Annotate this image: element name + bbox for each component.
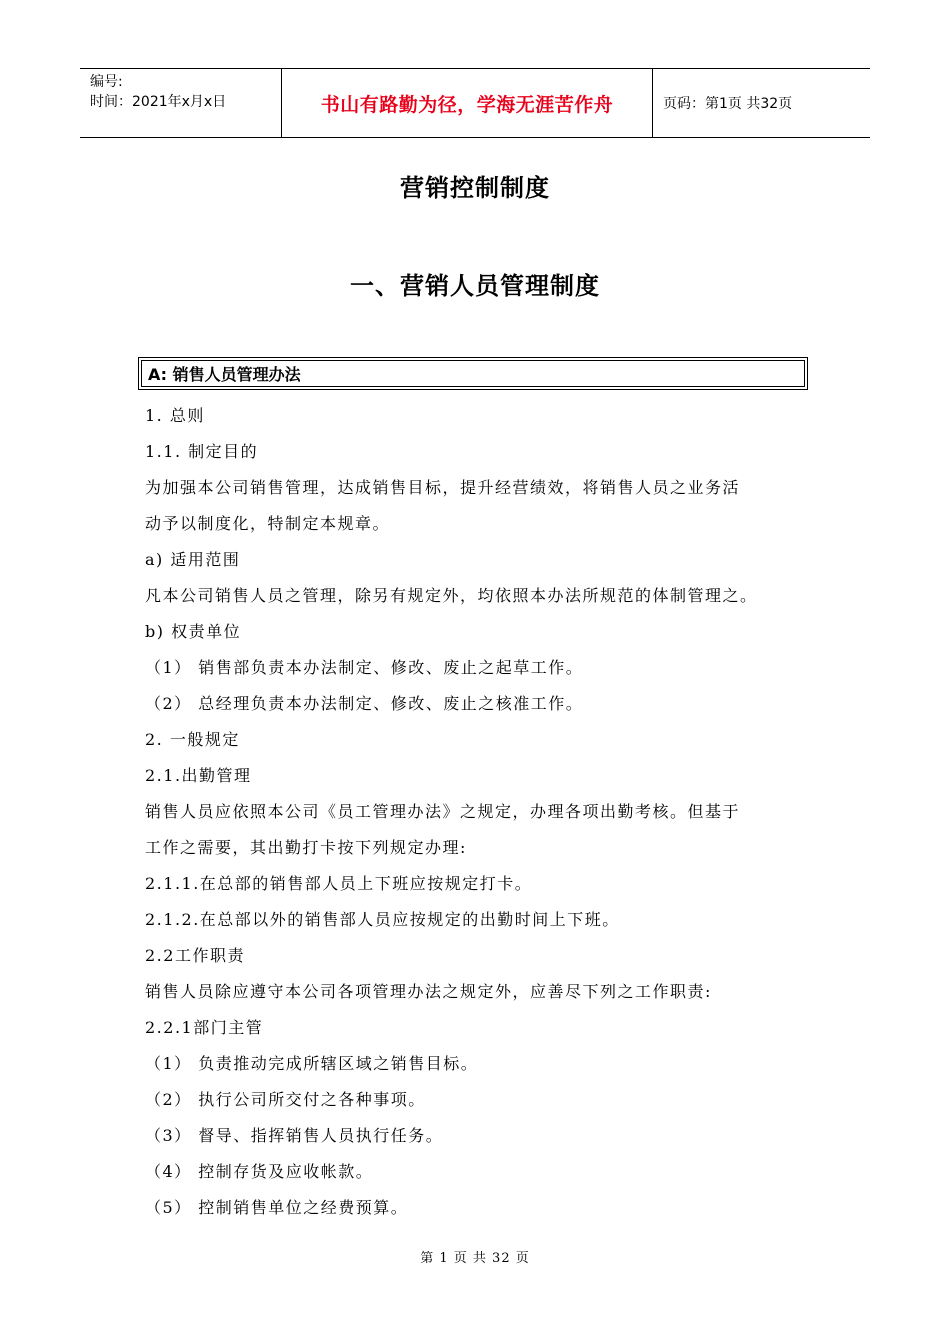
body-line: 工作之需要，其出勤打卡按下列规定办理: [145,838,467,857]
body-line: 1.1. 制定目的 [145,442,259,461]
body-line: 2.2.1部门主管 [145,1018,264,1037]
body-line: 为加强本公司销售管理，达成销售目标，提升经营绩效，将销售人员之业务活 [145,478,741,497]
body-line: 2.1.出勤管理 [145,766,252,785]
section-heading-box [138,357,808,390]
body-line: a) 适用范围 [145,550,241,569]
body-line: b) 权责单位 [145,622,242,641]
section-title: 一、营销人员管理制度 [350,272,600,300]
section-heading-text: A: 销售人员管理办法 [141,360,805,387]
document-title: 营销控制制度 [400,174,550,202]
body-line: （1） 销售部负责本办法制定、修改、废止之起草工作。 [145,658,584,677]
body-line: 凡本公司销售人员之管理，除另有规定外，均依照本办法所规范的体制管理之。 [145,586,758,605]
body-line: （1） 负责推动完成所辖区域之销售目标。 [145,1054,479,1073]
body-line: 1. 总则 [145,406,205,425]
header-table [80,68,870,138]
header-motto: 书山有路勤为径，学海无涯苦作舟 [281,69,653,137]
header-left-cell [80,69,281,137]
body-line: （3） 督导、指挥销售人员执行任务。 [145,1126,444,1145]
body-line: 2. 一般规定 [145,730,240,749]
page-footer: 第 1 页 共 32 页 [420,1251,530,1266]
document-number-label: 编号: [90,74,123,90]
body-line: 2.1.1.在总部的销售部人员上下班应按规定打卡。 [145,874,533,893]
body-line: （4） 控制存货及应收帐款。 [145,1162,374,1181]
body-line: （5） 控制销售单位之经费预算。 [145,1198,409,1217]
body-line: 销售人员应依照本公司《员工管理办法》之规定，办理各项出勤考核。但基于 [145,802,741,821]
body-line: （2） 执行公司所交付之各种事项。 [145,1090,426,1109]
body-line: 2.2工作职责 [145,946,245,965]
body-line: （2） 总经理负责本办法制定、修改、废止之核准工作。 [145,694,584,713]
body-line: 动予以制度化，特制定本规章。 [145,514,391,533]
body-line: 销售人员除应遵守本公司各项管理办法之规定外，应善尽下列之工作职责: [145,982,712,1001]
header-page-info: 页码：第1页 共32页 [663,96,793,112]
body-line: 2.1.2.在总部以外的销售部人员应按规定的出勤时间上下班。 [145,910,620,929]
document-date: 时间：2021年x月x日 [90,94,227,110]
